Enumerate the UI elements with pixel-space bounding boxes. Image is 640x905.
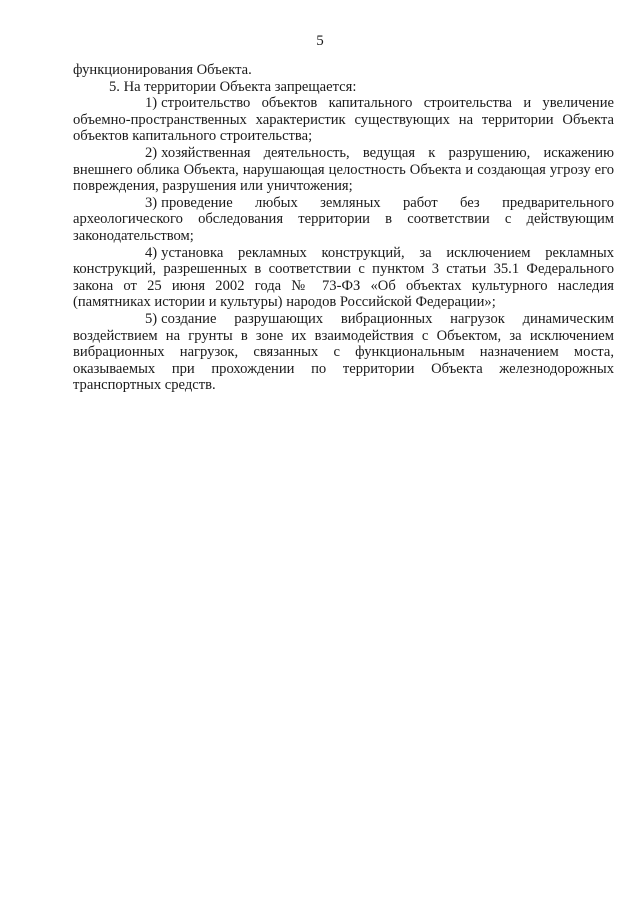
item-text: хозяйственная деятельность, ведущая к разрушению, искажению внешнего облика Объекта, нарушающая целостность Объекта и создающая угрозу его повреждения, разрушения или уничтожения; <box>73 144 614 195</box>
page-number: 5 <box>316 33 324 49</box>
item-text: проведение любых земляных работ без предварительного археологического обследования территории в соответствии с действующим законодательством; <box>73 194 614 244</box>
item-number: 5) <box>145 310 158 327</box>
list-item-2 <box>73 145 614 195</box>
item-number: 1) <box>145 95 158 112</box>
item-text: строительство объектов капитального строительства и увеличение объемно-пространственных характеристик существующих на территории Объекта объектов капитального строительства; <box>73 95 614 145</box>
item-number: 3) <box>145 194 158 211</box>
list-item-1 <box>73 95 614 145</box>
list-item-3 <box>73 195 614 245</box>
list-item-4 <box>73 245 614 311</box>
list-item-5 <box>73 311 614 394</box>
item-number: 4) <box>145 244 158 261</box>
item-text: установка рекламных конструкций, за исключением рекламных конструкций, разрешенных в соответствии с пунктом 3 статьи 35.1 Федерального закона от 25 июня 2002 года № 73-ФЗ «Об объектах культурного наследия (памятниках истории и культуры) народов Российской Федерации»; <box>73 244 614 311</box>
item-text: создание разрушающих вибрационных нагрузок динамическим воздействием на грунты в зоне их взаимодействия с Объектом, за исключением вибрационных нагрузок, связанных с функциональным назначением моста, оказываемых при прохождении по территории Объекта железнодорожных транспортных средств. <box>73 310 614 394</box>
document-body <box>73 62 614 394</box>
section-heading: 5. На территории Объекта запрещается: <box>109 78 357 95</box>
item-number: 2) <box>145 144 158 161</box>
continuation-line: функционирования Объекта. <box>73 62 252 78</box>
